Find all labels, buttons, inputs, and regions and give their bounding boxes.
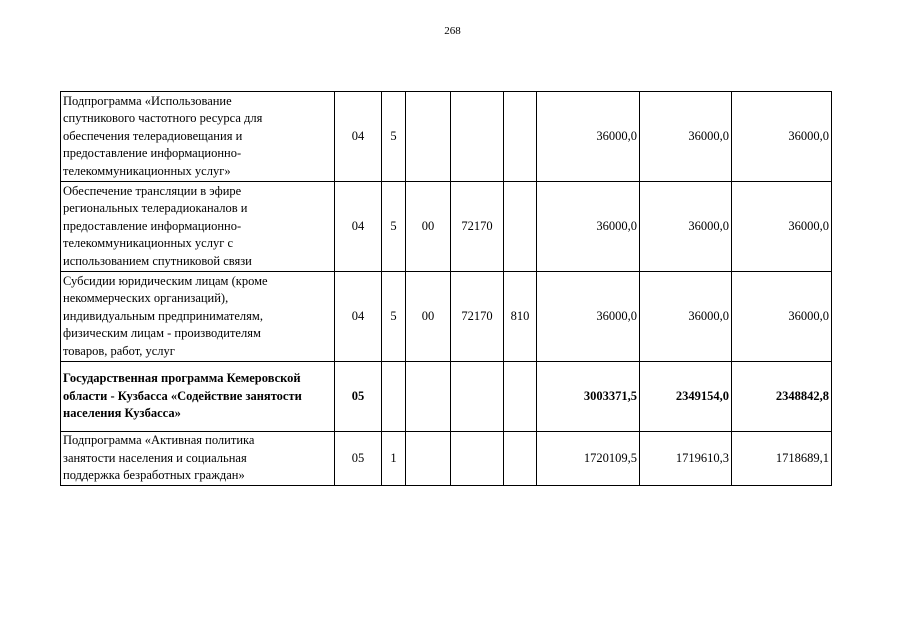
subprogram-code: 5 — [382, 272, 406, 362]
program-code: 04 — [335, 92, 382, 182]
amount-year1: 36000,0 — [537, 182, 640, 272]
table-row — [61, 92, 832, 182]
direction-code — [451, 362, 504, 432]
amount-year1: 36000,0 — [537, 272, 640, 362]
row-name: Обеспечение трансляции в эфире региональных телерадиоканалов и предоставление информационно- телекоммуникационных услуг с использованием спутниковой связи — [61, 182, 335, 272]
expense-type-code — [504, 92, 537, 182]
amount-year2: 36000,0 — [640, 92, 732, 182]
amount-year3: 36000,0 — [732, 92, 832, 182]
amount-year3: 36000,0 — [732, 272, 832, 362]
expense-type-code — [504, 182, 537, 272]
amount-year3: 2348842,8 — [732, 362, 832, 432]
row-name: Подпрограмма «Использование спутникового частотного ресурса для обеспечения телерадиовещания и предоставление информационно- телекоммуникационных услуг» — [61, 92, 335, 182]
program-code: 04 — [335, 182, 382, 272]
amount-year2: 36000,0 — [640, 182, 732, 272]
row-name: Подпрограмма «Активная политика занятости населения и социальная поддержка безработных граждан» — [61, 432, 335, 486]
amount-year1: 36000,0 — [537, 92, 640, 182]
amount-year2: 1719610,3 — [640, 432, 732, 486]
main-event-code: 00 — [406, 272, 451, 362]
subprogram-code — [382, 362, 406, 432]
amount-year1: 3003371,5 — [537, 362, 640, 432]
table-row — [61, 432, 832, 486]
main-event-code: 00 — [406, 182, 451, 272]
direction-code: 72170 — [451, 182, 504, 272]
main-event-code — [406, 432, 451, 486]
row-name: Государственная программа Кемеровской области - Кузбасса «Содействие занятости населения Кузбасса» — [61, 362, 335, 432]
expense-type-code: 810 — [504, 272, 537, 362]
amount-year1: 1720109,5 — [537, 432, 640, 486]
table-row — [61, 272, 832, 362]
amount-year3: 1718689,1 — [732, 432, 832, 486]
subprogram-code: 5 — [382, 92, 406, 182]
direction-code: 72170 — [451, 272, 504, 362]
main-event-code — [406, 362, 451, 432]
direction-code — [451, 92, 504, 182]
program-code: 04 — [335, 272, 382, 362]
subprogram-code: 1 — [382, 432, 406, 486]
main-event-code — [406, 92, 451, 182]
program-code: 05 — [335, 362, 382, 432]
amount-year2: 2349154,0 — [640, 362, 732, 432]
subprogram-code: 5 — [382, 182, 406, 272]
program-code: 05 — [335, 432, 382, 486]
table-row-program-total — [61, 362, 832, 432]
direction-code — [451, 432, 504, 486]
amount-year3: 36000,0 — [732, 182, 832, 272]
budget-table — [60, 91, 832, 486]
expense-type-code — [504, 432, 537, 486]
row-name: Субсидии юридическим лицам (кроме некоммерческих организаций), индивидуальным предпринимателям, физическим лицам - производителям товаров, работ, услуг — [61, 272, 335, 362]
page-number: 268 — [444, 25, 461, 37]
table-row — [61, 182, 832, 272]
expense-type-code — [504, 362, 537, 432]
amount-year2: 36000,0 — [640, 272, 732, 362]
